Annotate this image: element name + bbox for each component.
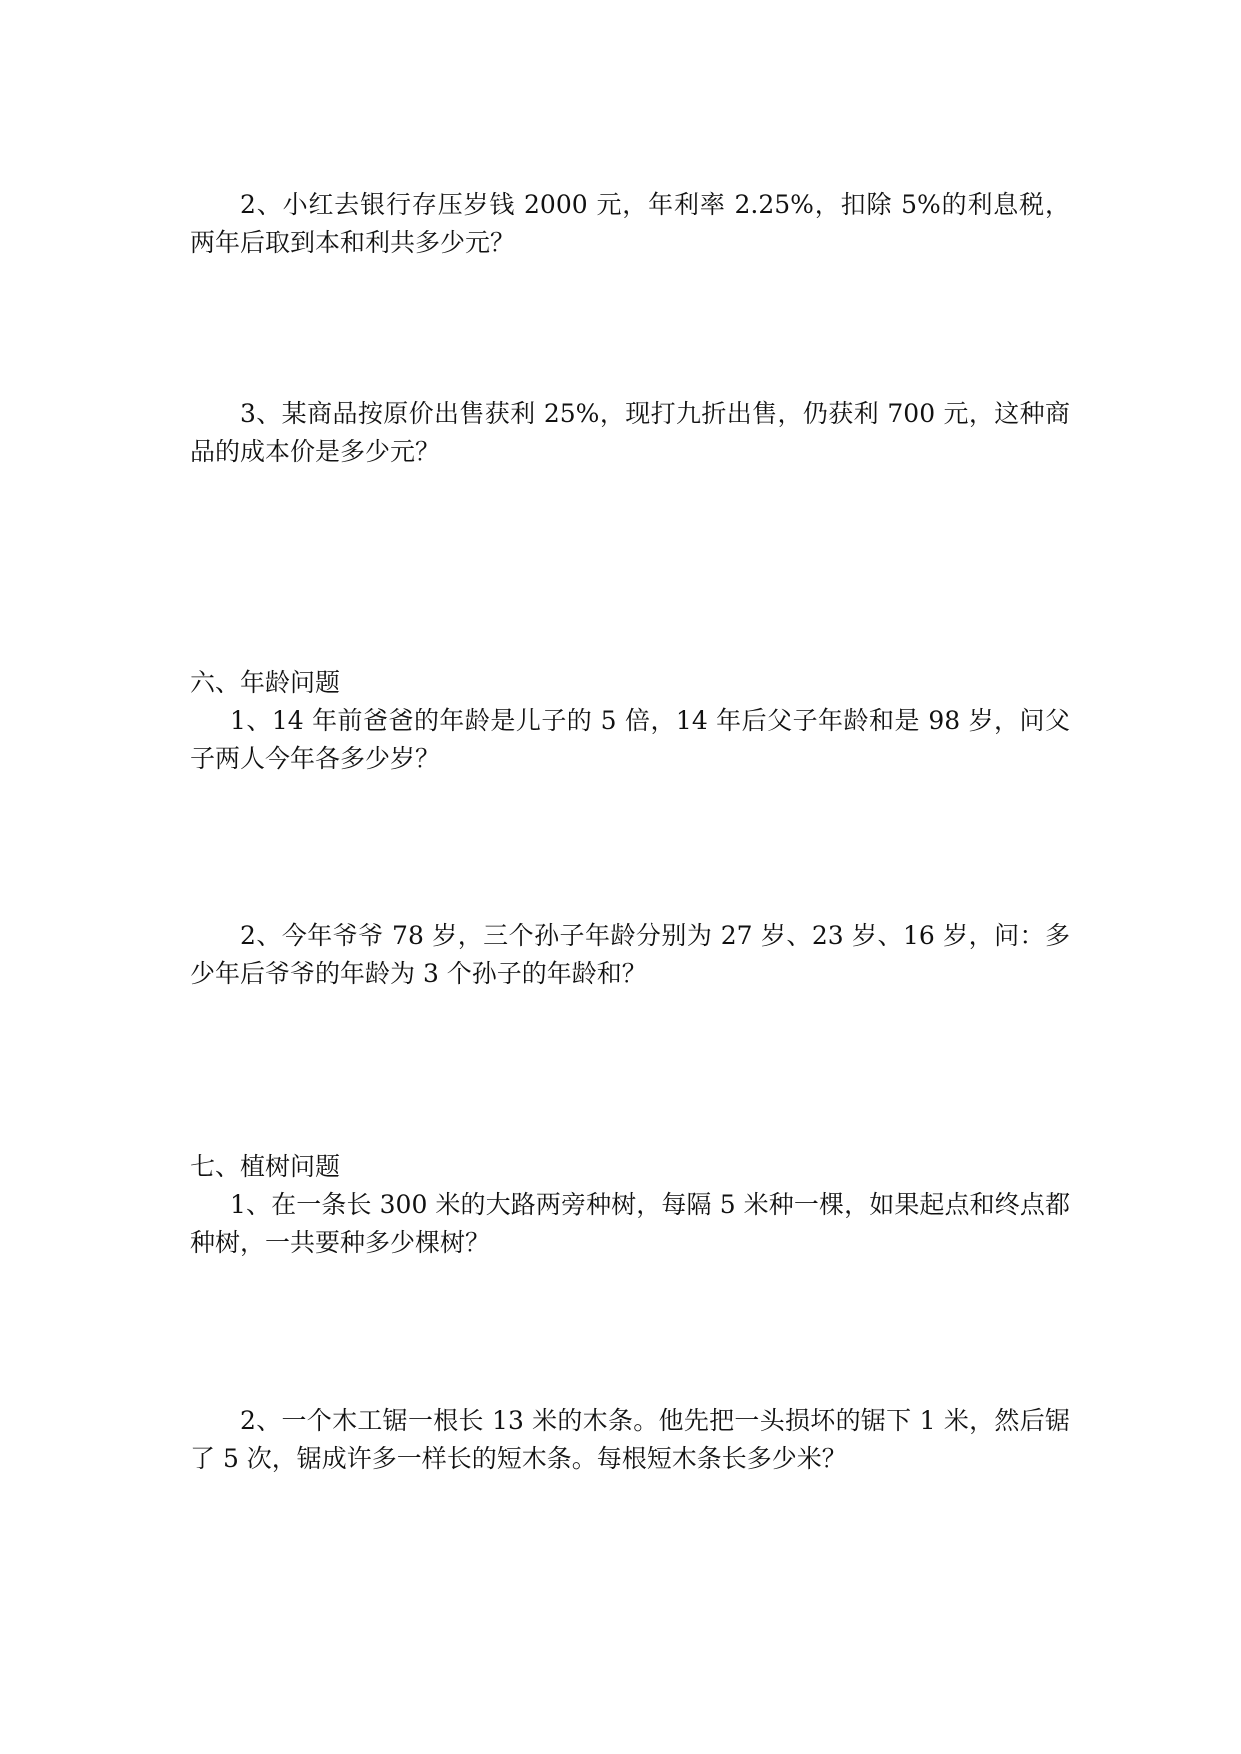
problem-product-cost: 3、某商品按原价出售获利 25%，现打九折出售，仍获利 700 元，这种商品的成本价是多少元？	[190, 399, 1070, 466]
problem-interest-deposit: 2、小红去银行存压岁钱 2000 元，年利率 2.25%，扣除 5%的利息税，两年后取到本和利共多少元？	[190, 190, 1070, 257]
problem-wood-cutting: 2、一个木工锯一根长 13 米的木条。他先把一头损坏的锯下 1 米，然后锯了 5 次，锯成许多一样长的短木条。每根短木条长多少米？	[190, 1406, 1070, 1473]
problem-grandfather-age: 2、今年爷爷 78 岁，三个孙子年龄分别为 27 岁、23 岁、16 岁，问：多少年后爷爷的年龄为 3 个孙子的年龄和？	[190, 921, 1070, 988]
section-tree-planting	[190, 1148, 1070, 1262]
problem-road-trees: 1、在一条长 300 米的大路两旁种树，每隔 5 米种一棵，如果起点和终点都种树，一共要种多少棵树？	[190, 1190, 1070, 1257]
problem-father-son-age: 1、14 年前爸爸的年龄是儿子的 5 倍，14 年后父子年龄和是 98 岁，问父子两人今年各多少岁？	[190, 706, 1070, 773]
section-heading-age: 六、年龄问题	[190, 668, 341, 697]
section-heading-tree-planting: 七、植树问题	[190, 1152, 341, 1181]
section-age-problems	[190, 664, 1070, 778]
